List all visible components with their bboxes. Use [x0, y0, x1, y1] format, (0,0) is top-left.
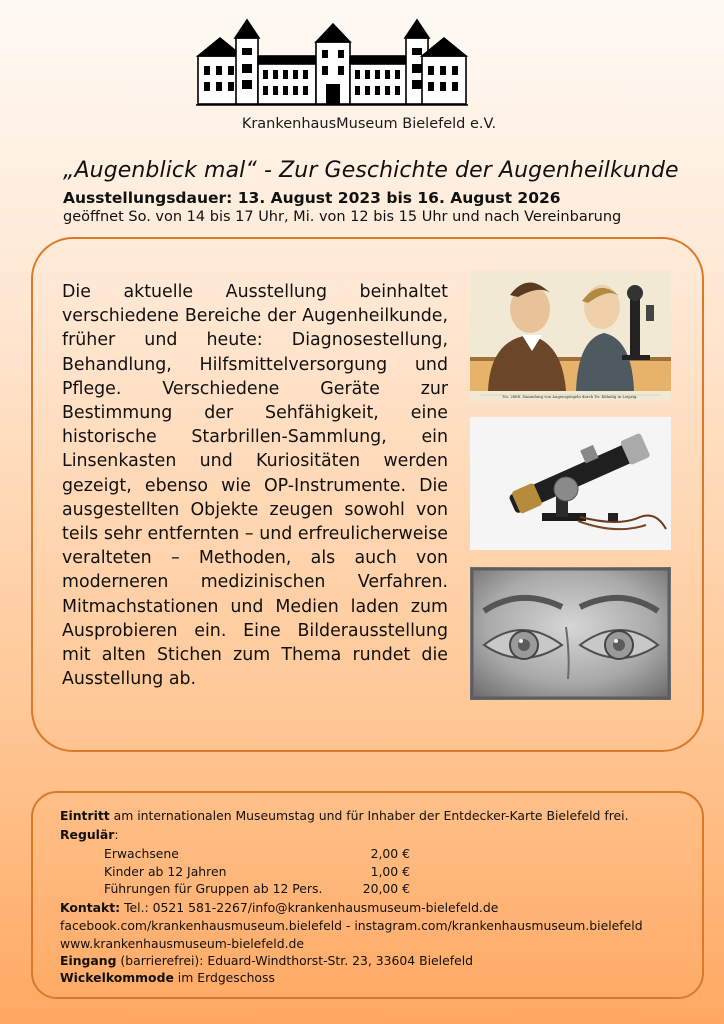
entrance-text: (barrierefrei): Eduard-Windthorst-Str. 23, 33604 Bielefeld — [116, 953, 474, 968]
optical-instrument-photo — [470, 417, 671, 550]
entrance-line — [60, 953, 473, 968]
engraving-ophthalmoscope-photo — [470, 271, 671, 401]
regular-label: Regulär — [60, 827, 115, 842]
exhibition-title: „Augenblick mal“ - Zur Geschichte der Augenheilkunde — [63, 158, 679, 183]
price-label-adults: Erwachsene — [104, 846, 179, 861]
engraving-caption: No. 2868. Sammlung von Augenspiegeln durch Dr. Kühnlig in Leipzig. — [502, 394, 638, 399]
admission-label: Eintritt — [60, 808, 110, 823]
price-label-groups: Führungen für Gruppen ab 12 Pers. — [104, 881, 323, 896]
price-value-children: 1,00 € — [370, 864, 410, 879]
price-value-adults: 2,00 € — [370, 846, 410, 861]
regular-heading: Regulär: — [60, 827, 119, 842]
admission-text: am internationalen Museumstag und für Inhaber der Entdecker-Karte Bielefeld frei. — [109, 808, 629, 823]
org-name: KrankenhausMuseum Bielefeld e.V. — [241, 116, 497, 132]
admission-note — [60, 808, 629, 823]
changing-label: Wickelkommode — [60, 970, 174, 985]
opening-hours: geöffnet So. von 14 bis 17 Uhr, Mi. von 12 bis 15 Uhr und nach Vereinbarung — [63, 209, 622, 225]
contact-text: Tel.: 0521 581-2267/info@krankenhausmuseum-bielefeld.de — [120, 900, 499, 915]
metal-eyes-relief-photo — [470, 567, 671, 700]
website-link: www.krankenhausmuseum-bielefeld.de — [60, 936, 304, 951]
social-links: facebook.com/krankenhausmuseum.bielefeld - instagram.com/krankenhausmuseum.bielefeld — [60, 918, 643, 933]
changing-table-line — [60, 970, 275, 985]
exhibition-duration: Ausstellungsdauer: 13. August 2023 bis 16. August 2026 — [63, 189, 561, 207]
price-label-children: Kinder ab 12 Jahren — [104, 864, 227, 879]
price-value-groups: 20,00 € — [362, 881, 410, 896]
contact-line — [60, 900, 498, 915]
entrance-label: Eingang — [60, 953, 117, 968]
exhibition-description: Die aktuelle Ausstellung beinhaltet verschiedene Bereiche der Augenheilkunde, früher und heute: Diagnosestellung, Behandlung, Hilfsmittelversorgung und Pflege. Verschiedene Geräte zur Bestimmung der Sehfähigkeit, eine historische Starbrillen-Sammlung, ein Linsenkasten und Kuriositäten werden gezeigt, ebenso wie OP-Instrumente. Die ausgestellten Objekte zeugen sowohl von teils sehr entfernten – und erfreulicherweise veralteten – Methoden, als auch von moderneren medizinischen Verfahren. Mitmachstationen und Medien laden zum Ausprobieren ein. Eine Bilderausstellung mit alten Stichen zum Thema rundet die Ausstellung ab. — [62, 282, 448, 690]
changing-text: im Erdgeschoss — [173, 970, 275, 985]
contact-label: Kontakt: — [60, 900, 121, 915]
museum-building-logo — [196, 18, 468, 108]
